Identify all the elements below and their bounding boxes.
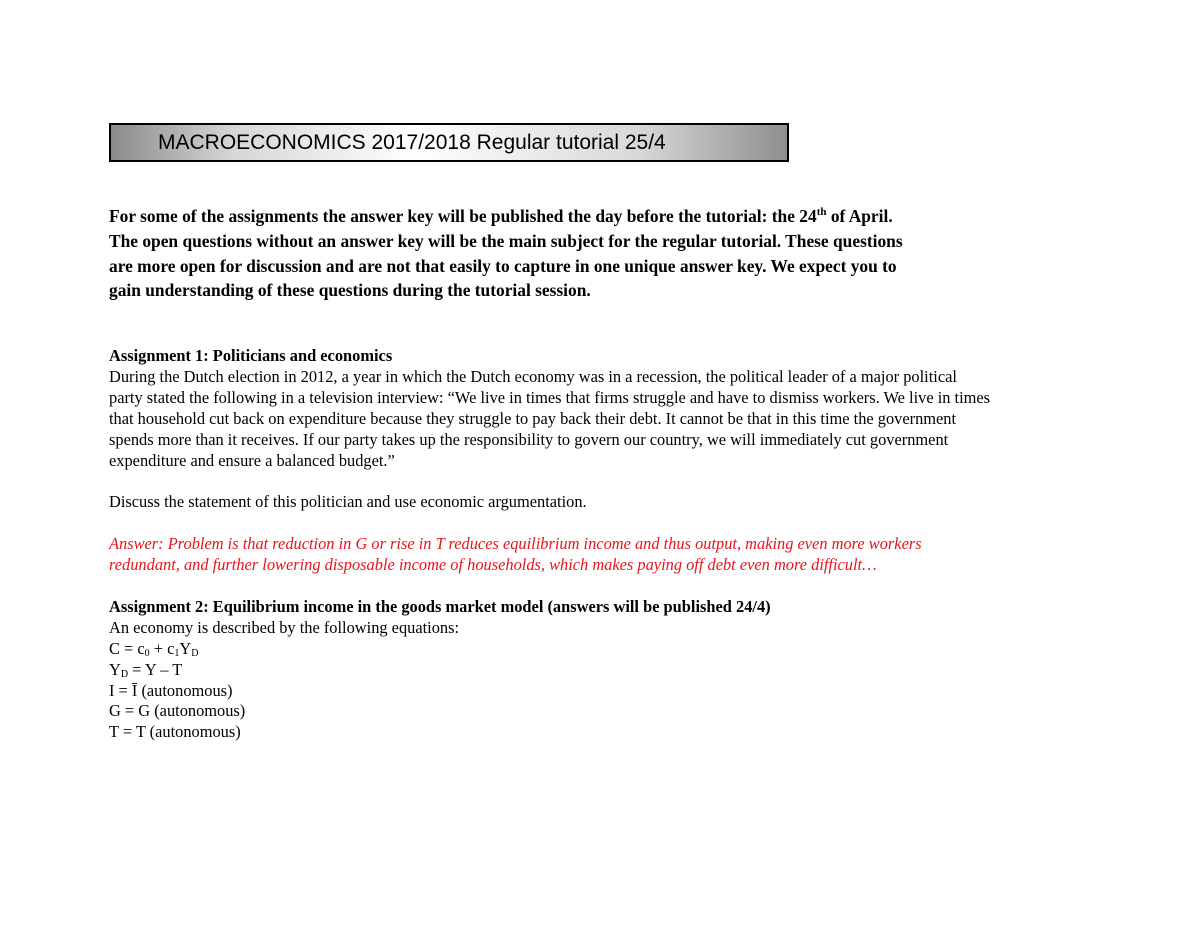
assignment-1-answer-line: redundant, and further lowering disposable income of households, which makes paying off debt even more difficult… [109,555,877,575]
intro-line-4: gain understanding of these questions during the tutorial session. [109,280,591,301]
equation-consumption: $C = c_0 + c_1Y_D$ [109,638,199,659]
assignment-1-body-line: spends more than it receives. If our party takes up the responsibility to govern our country, we will immediately cut government [109,429,949,449]
equation-taxes: T = T (autonomous) [109,722,241,742]
assignment-1 [109,346,1149,743]
intro-line-2: The open questions without an answer key will be the main subject for the regular tutorial. These questions [109,230,903,251]
equation-investment: I = Ī (autonomous) [109,680,233,700]
assignment-1-heading: Assignment 1: Politicians and economics [109,346,393,365]
assignment-1-body-line: that household cut back on expenditure because they struggle to pay back their debt. It cannot be that in this time the government [109,408,957,428]
assignment-1-question: Discuss the statement of this politician and use economic argumentation. [109,492,587,512]
assignment-1-body-line: expenditure and ensure a balanced budget.” [109,450,395,470]
assignment-1-body-line: During the Dutch election in 2012, a year in which the Dutch economy was in a recession, the political leader of a major political [109,366,957,386]
assignment-1-body-line: party stated the following in a television interview: “We live in times that firms struggle and have to dismiss workers. We live in times [109,387,991,407]
intro-line-3: are more open for discussion and are not that easily to capture in one unique answer key. We expect you to [109,255,897,276]
document-title-banner [109,123,789,162]
document-title: MACROECONOMICS 2017/2018 Regular tutorial 25/4 [158,130,666,154]
equation-disposable-income: $Y_D = Y - T$ [109,659,183,680]
intro-line-1: For some of the assignments the answer key will be published the day before the tutorial: the 24th of April. [109,206,893,226]
ordinal-suffix: th [816,206,827,219]
assignment-2-heading: Assignment 2: Equilibrium income in the goods market model (answers will be published 24/4) [109,596,771,616]
assignment-2-intro: An economy is described by the following equations: [109,617,460,637]
equation-government: G = G (autonomous) [109,701,246,721]
intro-paragraph [109,204,1109,303]
assignment-1-answer-line: Answer: Problem is that reduction in G or rise in T reduces equilibrium income and thus output, making even more workers [109,534,922,554]
